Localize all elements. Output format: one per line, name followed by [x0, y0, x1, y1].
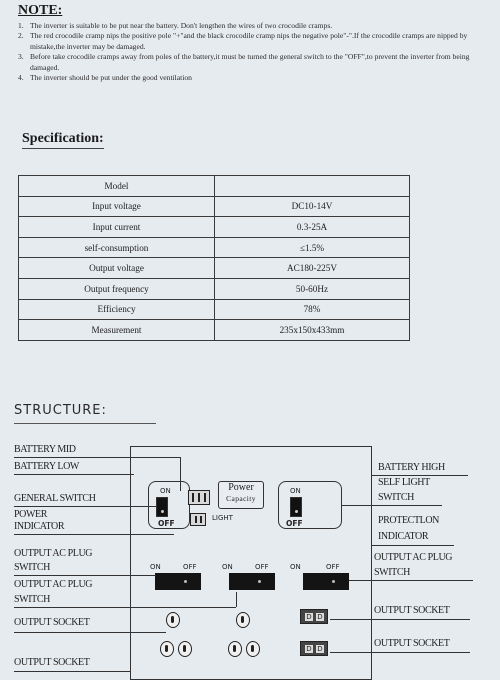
label-power-indicator: INDICATOR [14, 521, 65, 532]
table-row [19, 176, 410, 197]
ac-plug-switch-2[interactable] [229, 573, 275, 590]
note-item [18, 21, 496, 31]
leader-line [14, 457, 180, 458]
label-output-socket-right: OUTPUT SOCKET [374, 638, 450, 649]
note-item [18, 31, 496, 52]
light-label: LIGHT [212, 514, 233, 522]
spec-label: Output frequency [19, 278, 215, 299]
note-number: 3. [18, 52, 24, 62]
table-row [19, 299, 410, 320]
leader-line [330, 652, 470, 653]
leader-line [14, 607, 236, 608]
leader-line [372, 475, 468, 476]
output-socket-square [300, 609, 328, 624]
note-number: 1. [18, 21, 24, 30]
leader-line [236, 592, 237, 607]
note-text: The red crocodile cramp nips the positive pole "+"and the black crocodile cramp nips the negative pole"-".If the crocodile cramps are nipped by mistake,the inverter may be damaged. [30, 31, 468, 51]
leader-line [14, 474, 134, 475]
label-self-light-switch: SWITCH [378, 492, 414, 503]
socket-pin: D [306, 613, 312, 621]
spec-label: self-consumption [19, 237, 215, 258]
self-light-switch[interactable] [290, 497, 302, 517]
leader-line [342, 505, 442, 506]
label-output-ac-plug-switch: OUTPUT AC PLUG [14, 579, 93, 590]
power-label: Power [228, 482, 254, 493]
label-protection-indicator: PROTECTLON [378, 515, 440, 526]
spec-value [215, 176, 410, 197]
spec-label: Measurement [19, 320, 215, 341]
output-socket-round [178, 641, 192, 657]
table-row [19, 196, 410, 217]
label-output-ac-plug-switch: SWITCH [14, 594, 50, 605]
structure-title: STRUCTURE: [14, 403, 107, 418]
leader-line [330, 619, 470, 620]
spec-label: Input voltage [19, 196, 215, 217]
spec-value: DC10-14V [215, 196, 410, 217]
ac-switch-1-on-label: ON [150, 563, 161, 571]
table-row [19, 278, 410, 299]
label-battery-high: BATTERY HIGH [378, 462, 445, 473]
leader-line [180, 457, 181, 491]
leader-line [14, 506, 156, 507]
ac-switch-1-off-label: OFF [183, 563, 197, 571]
label-self-light-switch: SELF LIGHT [378, 477, 430, 488]
note-number: 2. [18, 31, 24, 41]
spec-label: Efficiency [19, 299, 215, 320]
output-socket-round [160, 641, 174, 657]
socket-pin: D [306, 645, 312, 653]
label-power-indicator: POWER [14, 509, 48, 520]
leader-line [372, 545, 454, 546]
leader-line [14, 632, 166, 633]
socket-pin: D [317, 645, 323, 653]
leader-line [14, 575, 156, 576]
label-output-socket: OUTPUT SOCKET [14, 657, 90, 668]
label-protection-indicator: INDICATOR [378, 531, 429, 542]
leader-line [14, 534, 174, 535]
spec-label: Model [19, 176, 215, 197]
label-output-ac-plug-switch-right: SWITCH [374, 567, 410, 578]
spec-value: AC180-225V [215, 258, 410, 279]
ac-switch-3-on-label: ON [290, 563, 301, 571]
battery-level-indicator [188, 490, 210, 505]
ac-plug-switch-3[interactable] [303, 573, 349, 590]
specification-table [18, 175, 410, 341]
table-row [19, 217, 410, 238]
ac-switch-3-off-label: OFF [326, 563, 340, 571]
table-row [19, 237, 410, 258]
note-text: The inverter is suitable to be put near the battery. Don't lengthen the wires of two crocodile cramps. [30, 21, 333, 30]
output-socket-round [246, 641, 260, 657]
spec-value: 50-60Hz [215, 278, 410, 299]
spec-value: 235x150x433mm [215, 320, 410, 341]
spec-value: 0.3-25A [215, 217, 410, 238]
note-title: NOTE: [18, 3, 63, 18]
note-text: The inverter should be put under the good ventilation [30, 73, 192, 83]
spec-label: Input current [19, 217, 215, 238]
spec-label: Output voltage [19, 258, 215, 279]
general-switch[interactable] [156, 497, 168, 517]
label-battery-low: BATTERY LOW [14, 461, 79, 472]
leader-line [349, 580, 473, 581]
note-item [18, 73, 496, 83]
structure-divider [14, 423, 156, 424]
label-output-socket-right: OUTPUT SOCKET [374, 605, 450, 616]
label-output-ac-plug-switch: SWITCH [14, 562, 50, 573]
table-row [19, 258, 410, 279]
note-text: Before take crocodile cramps away from poles of the battery,it must be turned the general switch to the "OFF",to prevent the inverter from being damaged. [30, 52, 470, 72]
ac-plug-switch-1[interactable] [155, 573, 201, 590]
light-switch-off-label: OFF [286, 519, 303, 528]
light-indicator [190, 513, 206, 526]
ac-switch-2-off-label: OFF [255, 563, 269, 571]
note-item [18, 52, 496, 73]
general-switch-off-label: OFF [158, 519, 175, 528]
label-general-switch: GENERAL SWITCH [14, 493, 96, 504]
label-output-ac-plug-switch-right: OUTPUT AC PLUG [374, 552, 453, 563]
output-socket-round [228, 641, 242, 657]
leader-line [14, 671, 130, 672]
capacity-label: Capacity [226, 494, 256, 503]
power-capacity-display [218, 481, 264, 509]
label-output-socket: OUTPUT SOCKET [14, 617, 90, 628]
ac-switch-2-on-label: ON [222, 563, 233, 571]
spec-value: 78% [215, 299, 410, 320]
label-battery-mid: BATTERY MID [14, 444, 76, 455]
note-list [18, 21, 496, 83]
general-switch-on-label: ON [160, 487, 171, 495]
spec-value: ≤1.5% [215, 237, 410, 258]
output-socket-square [300, 641, 328, 656]
light-switch-on-label: ON [290, 487, 301, 495]
output-socket-round [236, 612, 250, 628]
table-row [19, 320, 410, 341]
socket-pin: D [317, 613, 323, 621]
note-number: 4. [18, 73, 24, 83]
output-socket-round [166, 612, 180, 628]
label-output-ac-plug-switch: OUTPUT AC PLUG [14, 548, 93, 559]
specification-title: Specification: [22, 131, 104, 149]
